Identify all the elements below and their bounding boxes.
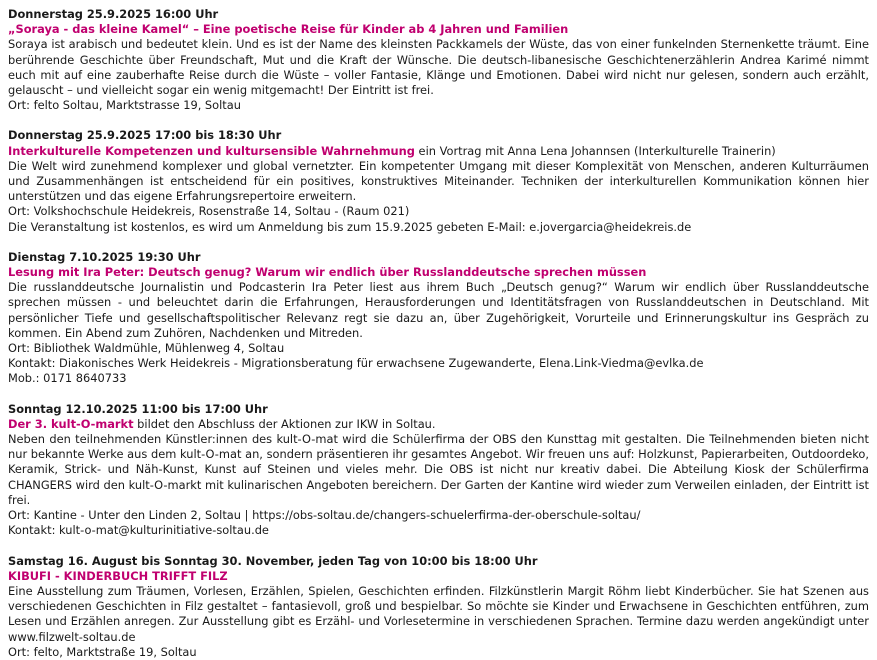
event-description: Neben den teilnehmenden Künstler:innen des kult-O-mat wird die Schülerfirma der OBS den Kunsttag mit gestalten. Die Teilnehmenden bieten nicht nur bekannte Werke aus dem kult-O-mat an, sondern präsentieren ihr gesamtes Angebot. Wir freuen uns auf: Holzkunst, Papierarbeiten, Outdoordeko, Keramik, Strick- und Näh-Kunst, Kunst auf Steinen und vieles mehr. Die OBS ist nicht nur kreativ dabei. Die Abteilung Kiosk der Schülerfirma CHANGERS wird den kult-O-markt mit kulinarischen Angeboten bereichern. Der Garten der Kantine wird wieder zum Verweilen einladen, der Eintritt ist frei. [8,432,869,507]
event-description: Eine Ausstellung zum Träumen, Vorlesen, Erzählen, Spielen, Geschichten erfinden. Filzkünstlerin Margit Röhm liebt Kinderbücher. Sie hat Szenen aus verschiedenen Geschichten in Filz gestaltet – fantasievoll, groß und bespielbar. So möchte sie Kinder und Erwachsene in Geschichten entführen, zum Lesen und Erzählen anregen. Zur Ausstellung gibt es Erzähl- und Vorlesetermine in verschiedenen Sprachen. Termine dazu werden angekündigt unter www.filzwelt-soltau.de [8,583,869,644]
event-title-suffix: ein Vortrag mit Anna Lena Johannsen (Interkulturelle Trainerin) [414,143,776,158]
event-kult-o-markt [8,402,869,539]
event-title-line [8,569,869,584]
event-date: Samstag 16. August bis Sonntag 30. November, jeden Tag von 10:00 bis 18:00 Uhr [8,553,538,568]
event-title: KIBUFI - KINDERBUCH TRIFFT FILZ [8,568,228,583]
event-title-line [8,265,869,280]
event-kibufi [8,554,869,660]
event-title: Interkulturelle Kompetenzen und kultursensible Wahrnehmung [8,143,415,158]
event-description: Soraya ist arabisch und bedeutet klein. Und es ist der Name des kleinsten Packkamels der Wüste, das von einer funkelnden Sternenkette träumt. Eine berührende Geschichte über Freundschaft, Mut und die Kraft der Wünsche. Die deutsch-libanesische Geschichtenerzählerin Andrea Karimé nimmt euch mit auf eine zauberhafte Reise durch die Wüste – voller Fantasie, Klänge und Emotionen. Dabei wird nicht nur gelesen, sondern auch erzählt, gelauscht – und vielleicht sogar ein wenig mitgemacht! Der Eintritt ist frei. [8,37,869,98]
event-interkulturelle-kompetenzen [8,128,869,234]
event-lesung-ira-peter [8,250,869,387]
event-title-line [8,144,869,159]
event-soraya [8,7,869,113]
event-location: Ort: felto, Marktstraße 19, Soltau [8,644,197,659]
event-phone: Mob.: 0171 8640733 [8,371,127,386]
event-title-suffix: bildet den Abschluss der Aktionen zur IKW in Soltau. [133,416,436,431]
event-contact: Kontakt: Diakonisches Werk Heidekreis - Migrationsberatung für erwachsene Zugewanderte, Elena.Link-Viedma@evlka.de [8,356,704,371]
event-location: Ort: Bibliothek Waldmühle, Mühlenweg 4, Soltau [8,341,285,356]
event-title-line [8,22,869,37]
event-date: Donnerstag 25.9.2025 16:00 Uhr [8,7,219,21]
event-contact: Kontakt: kult-o-mat@kulturinitiative-soltau.de [8,523,269,538]
event-date: Dienstag 7.10.2025 19:30 Uhr [8,249,201,264]
event-title: „Soraya - das kleine Kamel“ – Eine poetische Reise für Kinder ab 4 Jahren und Familien [8,22,569,37]
event-location: Ort: felto Soltau, Marktstrasse 19, Soltau [8,98,241,113]
event-date: Donnerstag 25.9.2025 17:00 bis 18:30 Uhr [8,128,282,143]
event-location: Ort: Volkshochschule Heidekreis, Rosenstraße 14, Soltau - (Raum 021) [8,204,410,219]
event-description: Die russlanddeutsche Journalistin und Podcasterin Ira Peter liest aus ihrem Buch „Deutsch genug?“ Warum wir endlich über Russlanddeutsche sprechen müssen - und beleuchtet darin die Erfahrungen, Herausforderungen und Identitätsfragen von Russlanddeutschen in Deutschland. Mit persönlicher Tiefe und gesellschaftspolitischer Relevanz regt sie dazu an, über Zugehörigkeit, Vorurteile und Erinnerungskultur ins Gespräch zu kommen. Ein Abend zum Zuhören, Nachdenken und Mitreden. [8,280,869,340]
event-title: Lesung mit Ira Peter: Deutsch genug? Warum wir endlich über Russlanddeutsche sprechen müssen [8,265,647,280]
event-date: Sonntag 12.10.2025 11:00 bis 17:00 Uhr [8,401,268,416]
event-registration: Die Veranstaltung ist kostenlos, es wird um Anmeldung bis zum 15.9.2025 gebeten E-Mail: e.jovergarcia@heidekreis.de [8,219,692,234]
event-description: Die Welt wird zunehmend komplexer und global vernetzter. Ein kompetenter Umgang mit dieser Komplexität von Menschen, anderen Kulturräumen und Zusammenhängen ist entscheidend für ein positives, konstruktives Miteinander. Techniken der interkulturellen Kommunikation können hier unterstützen und das eigene Erfahrungsrepertoire erweitern. [8,158,869,204]
event-title-line [8,417,869,432]
event-location: Ort: Kantine - Unter den Linden 2, Soltau | https://obs-soltau.de/changers-schuelerfirma-der-oberschule-soltau/ [8,508,641,523]
event-title: Der 3. kult-O-markt [8,416,134,431]
